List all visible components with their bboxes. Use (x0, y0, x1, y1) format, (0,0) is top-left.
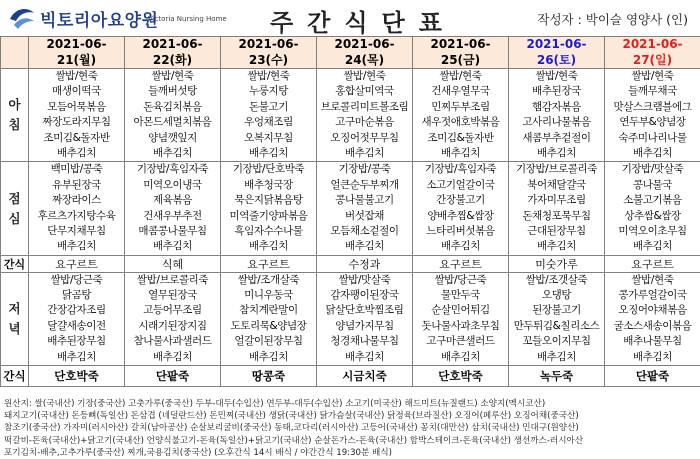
menu-item: 배추김치 (249, 146, 288, 159)
menu-item: 배추김치 (153, 350, 192, 363)
menu-item: 굴소스새송이볶음 (613, 319, 692, 332)
menu-item: 도토리묵&양념장 (230, 319, 307, 332)
menu-item: 가자미무조림 (527, 194, 586, 207)
menu-item: 백미밥/콩죽 (50, 163, 103, 176)
menu-item: 고구마순볶음 (335, 116, 394, 129)
date-sun: 2021-06-27(일) (605, 37, 700, 69)
menu-item: 오징어야채볶음 (618, 304, 687, 317)
lunch-cell-wed (221, 162, 317, 255)
lunch-label: 점 심 (1, 162, 29, 255)
date-mon: 2021-06-21(월) (29, 37, 125, 69)
night-snack-row (1, 366, 700, 387)
menu-item: 배추김치 (537, 146, 576, 159)
breakfast-cell-sun (605, 69, 700, 162)
origin-note: 원산지: 쌀(국내산) 기장(중국산) 고춧가루(중국산) 두부-대두(수입산) 연두부-대두(수입산) 소고기(미국산) 해드미트(뉴질랜드) 소양지(멕시코산) (4, 399, 546, 409)
corner-cell (1, 37, 29, 69)
dinner-cell-sun (605, 272, 700, 365)
menu-item: 미역오이냉국 (143, 178, 202, 191)
menu-item: 돈육김치볶음 (143, 100, 202, 113)
menu-item: 새우젓애호박볶음 (421, 116, 500, 129)
menu-item: 배추된장국 (532, 85, 581, 98)
menu-item: 후르츠가지탕수육 (37, 209, 116, 222)
logo-english-name: Victoria Nursing Home (148, 15, 227, 23)
date-wed: 2021-06-23(수) (221, 37, 317, 69)
breakfast-cell-sat (509, 69, 605, 162)
menu-item: 고사리나물볶음 (522, 116, 591, 129)
menu-item: 쌀밥/조개살죽 (237, 273, 300, 286)
menu-item: 매콤콩나물무침 (138, 224, 207, 237)
origin-note: 돼지고기(국내산) 돈등뼈(독일산) 돈삼겹 (네덜란드산) 돈민찌(국내산) 생닭(국내산) 닭가슴살(국내산) 닭정육(브라질산) 오징어(페루산) 오징어채(중국산) (4, 411, 579, 422)
snack-cell-sun: 요구르트 (605, 255, 700, 272)
menu-item: 쌀밥/맛살죽 (338, 273, 391, 286)
menu-item: 닭곰탕 (61, 289, 92, 302)
menu-item: 배추김치 (57, 240, 96, 253)
menu-item: 간장감자조림 (47, 304, 106, 317)
night-snack-cell-sun: 단팥죽 (605, 366, 700, 387)
menu-item: 쌀밥/당근죽 (434, 273, 487, 286)
menu-item: 기장밥/브로콜리죽 (515, 163, 598, 176)
menu-item: 배추김치 (633, 350, 672, 363)
menu-item: 미니우동국 (244, 289, 293, 302)
breakfast-row (1, 69, 700, 162)
menu-item: 묵은지닭볶음탕 (234, 194, 303, 207)
menu-item: 근대된장무침 (527, 224, 586, 237)
menu-item: 고구마큰샐러드 (426, 335, 495, 348)
menu-item: 기장밥/흑임자죽 (424, 163, 497, 176)
menu-item: 배추김치 (345, 350, 384, 363)
menu-item: 콩나물국 (633, 178, 672, 191)
night-snack-cell-thu: 시금치죽 (317, 366, 413, 387)
menu-item: 참치계란말이 (239, 304, 298, 317)
menu-item: 기장밥/콩죽 (338, 163, 391, 176)
menu-item: 양념깻잎지 (148, 131, 197, 144)
lunch-cell-mon (29, 162, 125, 255)
date-tue: 2021-06-22(화) (125, 37, 221, 69)
night-snack-cell-tue: 단팥죽 (125, 366, 221, 387)
origin-notes (4, 398, 696, 459)
breakfast-cell-fri (413, 69, 509, 162)
menu-item: 배추김치 (345, 146, 384, 159)
snack-label: 간식 (1, 255, 29, 272)
menu-item: 미역줄기양파볶음 (229, 209, 308, 222)
menu-item: 숙주미나리나물 (618, 131, 687, 144)
menu-item: 배추김치 (57, 350, 96, 363)
menu-item: 북어채달걀국 (527, 178, 586, 191)
menu-item: 쌀밥/브로콜리죽 (136, 273, 209, 286)
breakfast-cell-mon (29, 69, 125, 162)
menu-item: 쌀밥/현죽 (631, 273, 674, 286)
snack-cell-fri: 요구르트 (413, 255, 509, 272)
menu-item: 쌀밥/현죽 (247, 70, 290, 82)
author-line: 작성자 : 박이슬 영양사 (인) (537, 12, 688, 27)
menu-item: 짜장라이스 (52, 194, 101, 207)
menu-item: 돈불고기 (249, 100, 288, 113)
lunch-cell-tue (125, 162, 221, 255)
logo-name: 빅토리아요양원 (40, 11, 159, 31)
breakfast-label: 아 침 (1, 69, 29, 162)
dinner-cell-fri (413, 272, 509, 365)
menu-item: 배추김치 (633, 146, 672, 159)
menu-item: 모듬채소겉절이 (330, 224, 399, 237)
menu-item: 감자팽이된장국 (330, 289, 399, 302)
menu-item: 들깨무채국 (628, 85, 677, 98)
menu-item: 제육볶음 (153, 194, 192, 207)
night-snack-cell-sat: 녹두죽 (509, 366, 605, 387)
menu-item: 콩가루얼갈이국 (618, 289, 687, 302)
date-sat: 2021-06-26(토) (509, 37, 605, 69)
menu-item: 고등어무조림 (143, 304, 202, 317)
menu-item: 쌀밥/조갯살죽 (525, 273, 588, 286)
menu-item: 유부된장국 (52, 178, 101, 191)
menu-item: 배추김치 (249, 350, 288, 363)
menu-item: 아몬드세멸치볶음 (133, 116, 212, 129)
menu-item: 짜장도라지무침 (42, 116, 111, 129)
dinner-row (1, 272, 700, 365)
menu-item: 배추김치 (441, 146, 480, 159)
menu-item: 상추쌈&쌈장 (624, 209, 681, 222)
dinner-cell-wed (221, 272, 317, 365)
menu-item: 열무된장국 (148, 289, 197, 302)
menu-item: 기장밥/흑임자죽 (136, 163, 209, 176)
menu-item: 햄감자볶음 (532, 100, 581, 113)
snack-cell-thu: 수정과 (317, 255, 413, 272)
menu-item: 소불고기볶음 (623, 194, 682, 207)
menu-item: 소고기얼갈이국 (426, 178, 495, 191)
menu-item: 배추김치 (57, 146, 96, 159)
menu-item: 배추김치 (441, 240, 480, 253)
date-thu: 2021-06-24(목) (317, 37, 413, 69)
menu-item: 배추나물무침 (623, 335, 682, 348)
logo-icon (8, 5, 36, 31)
menu-item: 흑임자수수나물 (234, 224, 303, 237)
menu-item: 버섯잡채 (345, 209, 384, 222)
menu-item: 기장밥/맛살죽 (621, 163, 684, 176)
menu-item: 배추된장무침 (47, 335, 106, 348)
night-snack-label: 간식 (1, 366, 29, 387)
menu-item: 된장불고기 (532, 304, 581, 317)
menu-item: 돈채청포묵무침 (522, 209, 591, 222)
snack-cell-wed: 요구르트 (221, 255, 317, 272)
lunch-cell-fri (413, 162, 509, 255)
menu-item: 느타리버섯볶음 (426, 224, 495, 237)
menu-item: 조미김&돌자반 (43, 131, 110, 144)
dinner-label: 저 녁 (1, 272, 29, 365)
menu-item: 연두부&양념장 (619, 116, 686, 129)
menu-item: 쌀밥/당근죽 (50, 273, 103, 286)
menu-item: 홍합살미역국 (335, 85, 394, 98)
menu-item: 시래기된장지짐 (138, 319, 207, 332)
weekly-menu-table (0, 36, 700, 387)
dinner-cell-thu (317, 272, 413, 365)
menu-item: 쌀밥/현죽 (151, 70, 194, 82)
menu-item: 단무지채무침 (47, 224, 106, 237)
menu-item: 콩나물불고기 (335, 194, 394, 207)
snack-cell-sat: 미숫가루 (509, 255, 605, 272)
menu-item: 들깨버섯탕 (148, 85, 197, 98)
menu-item: 건새우부추전 (143, 209, 202, 222)
menu-item: 민찌두부조림 (431, 100, 490, 113)
menu-item: 돗나물사과초무침 (421, 319, 500, 332)
menu-item: 배추김치 (153, 240, 192, 253)
menu-item: 맛살스크램블에그 (613, 100, 692, 113)
date-fri: 2021-06-25(금) (413, 37, 509, 69)
menu-item: 쌀밥/현죽 (439, 70, 482, 82)
dinner-cell-tue (125, 272, 221, 365)
menu-item: 양배추찜&쌈장 (427, 209, 494, 222)
lunch-cell-sat (509, 162, 605, 255)
date-header-row (1, 37, 700, 69)
origin-note: 포기김치-배추,고추가루(중국산) 찌개,국용김치(중국산) (오후간식 14시 배식 / 야간간식 19:30분 배식) (4, 447, 392, 458)
menu-item: 참나물사과샐러드 (133, 335, 212, 348)
night-snack-cell-fri: 단호박죽 (413, 366, 509, 387)
menu-item: 배추김치 (441, 350, 480, 363)
menu-item: 오복지무침 (244, 131, 293, 144)
page-header (0, 0, 700, 36)
menu-item: 얼큰순두부찌개 (330, 178, 399, 191)
breakfast-cell-wed (221, 69, 317, 162)
menu-item: 배추김치 (633, 240, 672, 253)
menu-item: 배추김치 (249, 240, 288, 253)
menu-item: 달걀새송이전 (47, 319, 106, 332)
lunch-cell-sun (605, 162, 700, 255)
menu-item: 조미김&돌자반 (427, 131, 494, 144)
menu-item: 꼬들오이지무침 (522, 335, 591, 348)
menu-item: 얼갈이된장무침 (234, 335, 303, 348)
menu-item: 양념가지무침 (335, 319, 394, 332)
menu-item: 오댕탕 (541, 289, 572, 302)
menu-item: 배추김치 (537, 350, 576, 363)
menu-item: 물만두국 (441, 289, 480, 302)
page-title: 주간식단표 (270, 9, 456, 37)
menu-item: 우엉채조림 (244, 116, 293, 129)
menu-item: 기장밥/단호박죽 (232, 163, 305, 176)
dinner-cell-mon (29, 272, 125, 365)
menu-item: 매생이떡국 (52, 85, 101, 98)
menu-item: 배추김치 (537, 240, 576, 253)
menu-item: 닭살단호박찜조림 (325, 304, 404, 317)
menu-item: 쌀밥/현죽 (535, 70, 578, 82)
menu-item: 오징어젓무무침 (330, 131, 399, 144)
breakfast-cell-tue (125, 69, 221, 162)
menu-item: 배추김치 (345, 240, 384, 253)
menu-item: 쌀밥/현죽 (343, 70, 386, 82)
dinner-cell-sat (509, 272, 605, 365)
night-snack-cell-wed: 땅콩죽 (221, 366, 317, 387)
menu-item: 쌀밥/현죽 (631, 70, 674, 82)
origin-note: 참조기(중국산) 가자미(러시아산) 갈치(남아공산) 순살보리굴비(중국산) 동태,코다리(러시아산) 고등어(국내산) 꽁치(대만산) 삼치(국내산) 민대구(원양산) (4, 423, 579, 434)
menu-item: 간장불고기 (436, 194, 485, 207)
menu-item: 쌀밥/현죽 (55, 70, 98, 82)
menu-item: 순살민어튀김 (431, 304, 490, 317)
lunch-cell-thu (317, 162, 413, 255)
menu-item: 배추김치 (153, 146, 192, 159)
snack-cell-mon: 요구르트 (29, 255, 125, 272)
menu-item: 청경채나물무침 (330, 335, 399, 348)
menu-item: 새콤부추겉절이 (522, 131, 591, 144)
breakfast-cell-thu (317, 69, 413, 162)
night-snack-cell-mon: 단호박죽 (29, 366, 125, 387)
menu-item: 미역오이초무침 (618, 224, 687, 237)
menu-item: 모듬어묵볶음 (47, 100, 106, 113)
menu-item: 건새우열무국 (431, 85, 490, 98)
menu-item: 만두튀김&칠리소스 (513, 319, 600, 332)
menu-item: 브로콜리미트볼조림 (320, 100, 409, 113)
snack-row (1, 255, 700, 272)
menu-item: 누룽지탕 (249, 85, 288, 98)
logo (8, 3, 227, 33)
snack-cell-tue: 식혜 (125, 255, 221, 272)
lunch-row (1, 162, 700, 255)
menu-item: 배추청국장 (244, 178, 293, 191)
origin-note: 떡갈비-돈육(국내산)+닭고기(국내산) 언양식불고기-돈육(독일산)+닭고기(국내산) 순살돈가스-돈육(국내산) 함박스테이크-돈육(국내산) 생선까스-러시아산 (4, 435, 584, 446)
